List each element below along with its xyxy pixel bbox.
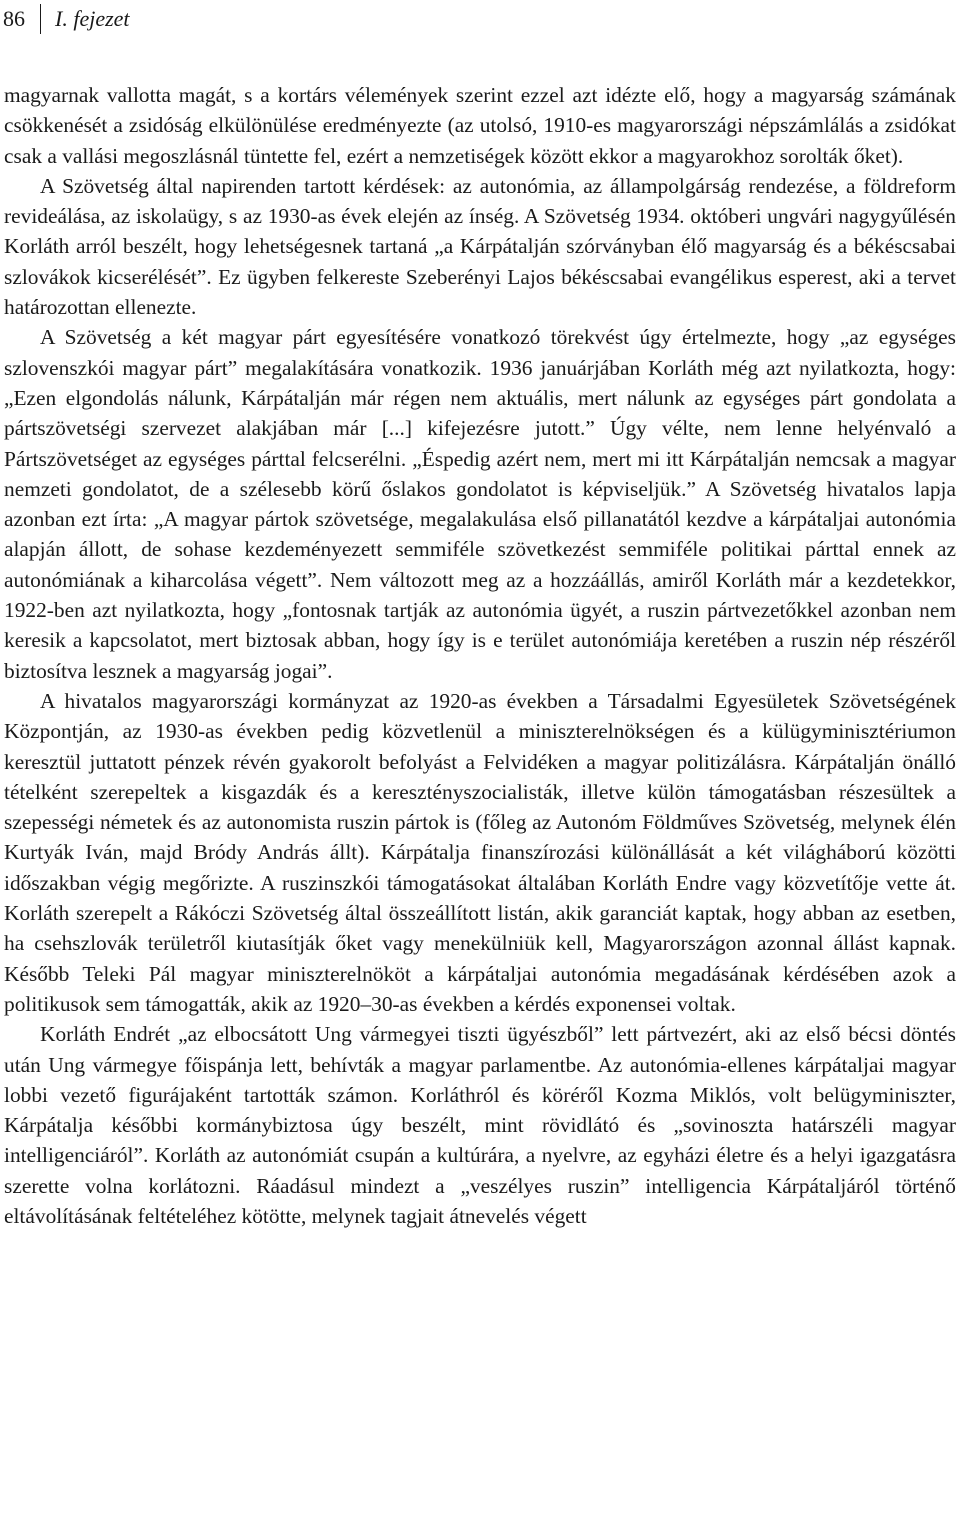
- chapter-title: I. fejezet: [55, 6, 130, 31]
- page-header: [3, 2, 130, 36]
- paragraph: magyarnak vallotta magát, s a kortárs vélemények szerint ezzel azt idézte elő, hogy a magyarság számának csökkenését a zsidóság elkülönülése eredményezte (az utolsó, 1910-es magyarországi népszámlálás a zsidókat csak a vallási megoszlásnál tüntette fel, ezért a nemzetiségek között ekkor a magyarokhoz sorolták őket).: [4, 83, 956, 168]
- paragraph: A Szövetség a két magyar párt egyesítésére vonatkozó törekvést úgy értelmezte, hogy „az egységes szlovenszkói magyar párt” megalakítására vonatkozik. 1936 januárjában Korláth még azt nyilatkozta, hogy: „Ezen elgondolás nálunk, Kárpátalján már régen nem aktuális, mert nálunk az egységes párt gondolata a pártszövetségi szervezet alakjában már [...] kifejezésre jutott.” Úgy vélte, nem lenne helyénvaló a Pártszövetséget az egységes párttal felcserélni. „Éspedig azért nem, mert mi itt Kárpátalján nemcsak a magyar nemzeti gondolatot, de a szélesebb körű őslakos gondolatot is képviseljük.” A Szövetség hivatalos lapja azonban ezt írta: „A magyar pártok szövetsége, megalakulása első pillanatától kezdve a kárpátaljai autonómia alapján állott, de sohase kezdeményezett semmiféle szövetkezést semmiféle politikai párttal ennek az autonómiának a kiharcolása végett”. Nem változott meg az a hozzáállás, amiről Korláth már a kezdetekkor, 1922-ben azt nyilatkozta, hogy „fontosnak tartják az autonómia ügyét, a ruszin pártvezetőkkel azonban nem keresik a kapcsolatot, mert biztosak abban, hogy így is e terület autonómiája keretében a ruszin nép részéről biztosítva lesznek a magyarság jogai”.: [4, 325, 956, 683]
- page-body: [4, 80, 956, 1231]
- paragraph: Korláth Endrét „az elbocsátott Ung vármegyei tiszti ügyészből” lett pártvezért, aki az első bécsi döntés után Ung vármegye főispánja lett, behívták a magyar parlamentbe. Az autonómia-ellenes kárpátaljai magyar lobbi vezető figurájaként tartották számon. Korláthról és köréről Kozma Miklós, volt belügyminiszter, Kárpátalja későbbi kormánybiztosa úgy beszélt, mint rövidlátó és „sovinoszta határszéli magyar intelligenciáról”. Korláth az autonómiát csupán a kultúrára, a nyelvre, az egyházi életre és a helyi igazgatásra szerette volna korlátozni. Ráadásul mindezt a „veszélyes ruszin” intelligencia Kárpátaljáról történő eltávolításának feltételéhez kötötte, melynek tagjait átnevelés végett: [4, 1022, 956, 1228]
- page-number: 86: [3, 6, 25, 31]
- header-divider: [40, 4, 41, 34]
- paragraph: A Szövetség által napirenden tartott kérdések: az autonómia, az állampolgárság rendezése, a földreform revideálása, az iskolaügy, s az 1930-as évek elején az ínség. A Szövetség 1934. októberi ungvári nagygyűlésén Korláth arról beszélt, hogy lehetségesnek tartaná „a Kárpátalján szórványban élő magyarság és a békéscsabai szlovákok kicserélését”. Ez ügyben felkereste Szeberényi Lajos békéscsabai evangélikus esperest, aki a tervet határozottan ellenezte.: [4, 173, 956, 320]
- paragraph: A hivatalos magyarországi kormányzat az 1920-as években a Társadalmi Egyesületek Szövetségének Központján, az 1930-as években pedig közvetlenül a miniszterelnökségen és a külügyminisztériumon keresztül juttatott pénzek révén gyakorolt befolyást a Felvidéken a magyar politizálásra. Kárpátalján önálló tételként szerepeltek a kisgazdák és a keresztényszocialisták, illetve külön támogatásban részesültek a szepességi németek és az autonomista ruszin pártok is (főleg az Autonóm Földműves Szövetség, melynek élén Kurtyák Iván, majd Bródy András állt). Kárpátalja finanszírozási különállását a két világháború közötti időszakban végig megőrizte. A ruszinszkói támogatásokat általában Korláth Endre vagy közvetítője vette át. Korláth szerepelt a Rákóczi Szövetség által összeállított listán, akik garanciát kaptak, hogy abban az esetben, ha csehszlovák területről kiutasítják őket vagy menekülniük kell, Magyarországon azonnal állást kapnak. Később Teleki Pál magyar miniszterelnököt a kárpátaljai autonómia megadásának kérdésében azok a politikusok sem támogatták, akik az 1920–30-as években a kérdés exponensei voltak.: [4, 688, 956, 1016]
